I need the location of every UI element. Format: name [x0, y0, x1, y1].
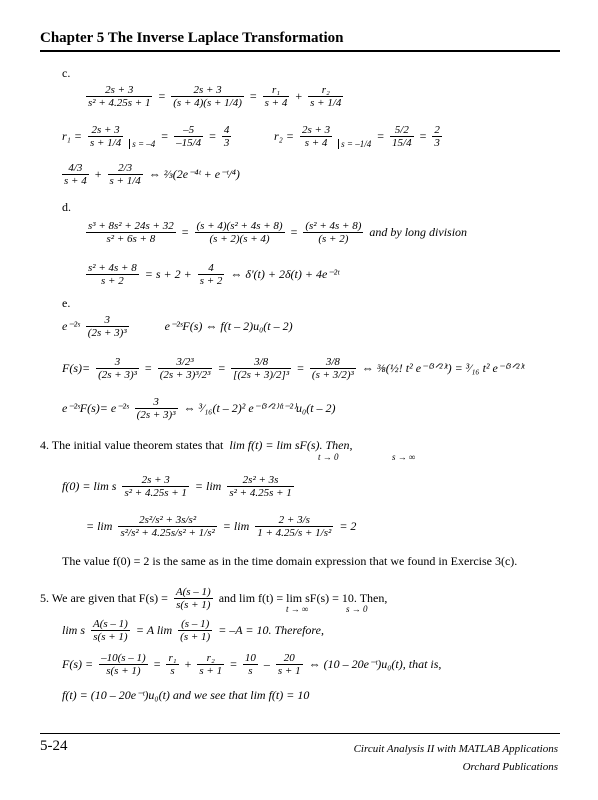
part-c-eq1: $\frac{2s + 3}{\text{s² + 4.25s + 1}}$ = $\frac{2s + 3}{(s + 4)(s + 1/4)}$ = $\frac{\text{r₁}}{s + 4}$ + $\frac{\text{r₂}}{s + 1/4}$	[88, 84, 342, 109]
item-5-intro: 5. We are given that F(s) = $\frac{A(s - 1)}{s(s + 1)}$ and lim f(t) = lim sF(s) = 10. Then,	[40, 586, 388, 611]
part-d-label: d.	[62, 200, 71, 214]
fraction: $\frac{\text{r₂}}{s + 1/4}$	[310, 84, 342, 109]
item-5-eq2: lim s $\frac{A(s - 1)}{s(s + 1)}$ = A lim $\frac{(s - 1)}{(s + 1)}$ = –A = 10. Therefore,	[62, 618, 324, 643]
footer-rule	[40, 733, 560, 734]
lim-subscript-sinf: s → ∞	[392, 452, 416, 462]
lim-subscript-s0: s → 0	[346, 604, 368, 614]
item-5-eq3: F(s) = $\frac{-10(s - 1)}{s(s + 1)}$ = $\frac{\text{r₁}}{s}$ + $\frac{\text{r₂}}{s + 1}$ = $\frac{10}{s}$ – $\frac{20}{s + 1}$ ⇔ (10 – 20e⁻ᵗ)u₀(t), that is,	[62, 652, 442, 677]
lim-subscript-t0: t → 0	[318, 452, 339, 462]
header-rule	[40, 50, 560, 52]
book-title: Circuit Analysis II with MATLAB Applications	[353, 743, 558, 755]
page-number: 5-24	[40, 738, 68, 754]
chapter-title: Chapter 5 The Inverse Laplace Transformation	[40, 30, 344, 46]
part-d-eq2: $\frac{\text{s² + 4s + 8}}{s + 2}$ = s + 2 + $\frac{4}{s + 2}$ ⇔ δ'(t) + 2δ(t) + 4e⁻²ᵗ	[88, 262, 340, 287]
part-c-result: $\frac{4/3}{s + 4}$ + $\frac{2/3}{s + 1/4}$ ⇔ ⅔(2e⁻⁴ᵗ + e⁻ᵗ/⁴)	[64, 162, 240, 187]
fraction: $\frac{\text{r₁}}{s + 4}$	[264, 84, 288, 109]
item-4-f0: f(0) = lim s $\frac{2s + 3}{\text{s² + 4.25s + 1}}$ = lim $\frac{\text{2s² + 3s}}{\text{s² + 4.25s + 1}}$	[62, 474, 292, 499]
long-division-note: and by long division	[369, 225, 468, 239]
part-e-eq3: e⁻²ˢF(s)= e⁻²ˢ $\frac{3}{\text{(2s + 3)³}}$ ⇔ ³⁄₁₆(t – 2)² e⁻⁽³ᐟ²⁾⁽ᵗ⁻²⁾u₀(t – 2)	[62, 396, 336, 421]
part-e-eq1: e⁻²ˢ $\frac{3}{\text{(2s + 3)³}}$ e⁻²ˢF(s) ⇔ f(t – 2)u₀(t – 2)	[62, 314, 293, 339]
part-e-eq2: F(s)= $\frac{3}{\text{(2s + 3)³}}$ = $\frac{\text{3/2³}}{\text{(2s + 3)³/2³}}$ = $\frac{3/8}{\text{[(2s + 3)/2]³}}$ = $\frac{3/8}{\text{(s + 3/2)³}}$ ⇔ ⅜(½! t² e⁻⁽³ᐟ²⁾ᵗ) = ³⁄₁₆ t² e⁻⁽³ᐟ²⁾ᵗ	[62, 356, 525, 381]
lim-subscript-tinf: t → ∞	[286, 604, 309, 614]
fraction: $\frac{2s + 3}{\text{s² + 4.25s + 1}}$	[88, 84, 151, 109]
item-5-final: f(t) = (10 – 20e⁻ᵗ)u₀(t) and we see that lim f(t) = 10	[62, 688, 310, 702]
item-4-intro: 4. The initial value theorem states that lim f(t) = lim sF(s). Then,	[40, 438, 353, 452]
item-4-conclusion: The value f(0) = 2 is the same as in the time domain expression that we found in Exercise 3(c).	[62, 554, 518, 568]
part-d-eq1: $\frac{\text{s³ + 8s² + 24s + 32}}{\text{s² + 6s + 8}}$ = $\frac{\text{(s + 4)(s² + 4s + 8)}}{(s + 2)(s + 4)}$ = $\frac{\text{(s² + 4s + 8)}}{(s + 2)}$ and by long division	[88, 220, 468, 245]
part-e-label: e.	[62, 296, 71, 310]
part-c-label: c.	[62, 66, 71, 80]
publisher: Orchard Publications	[462, 761, 558, 773]
item-4-row2: = lim $\frac{\text{2s²/s² + 3s/s²}}{\text{s²/s² + 4.25s/s² + 1/s²}}$ = lim $\frac{2 + 3/s}{\text{1 + 4.25/s + 1/s²}}$ = 2	[86, 514, 357, 539]
part-c-r2: r₂ = $\frac{2s + 3}{s + 4}$ s = –1/4 = $\frac{5/2}{15/4}$ = $\frac{2}{3}$	[274, 124, 440, 149]
part-c-r1: r₁ = $\frac{2s + 3}{s + 1/4}$ s = –4 = $\frac{-5}{-15/4}$ = $\frac{4}{3}$	[62, 124, 230, 149]
fraction: $\frac{2s + 3}{(s + 4)(s + 1/4)}$	[173, 84, 242, 109]
